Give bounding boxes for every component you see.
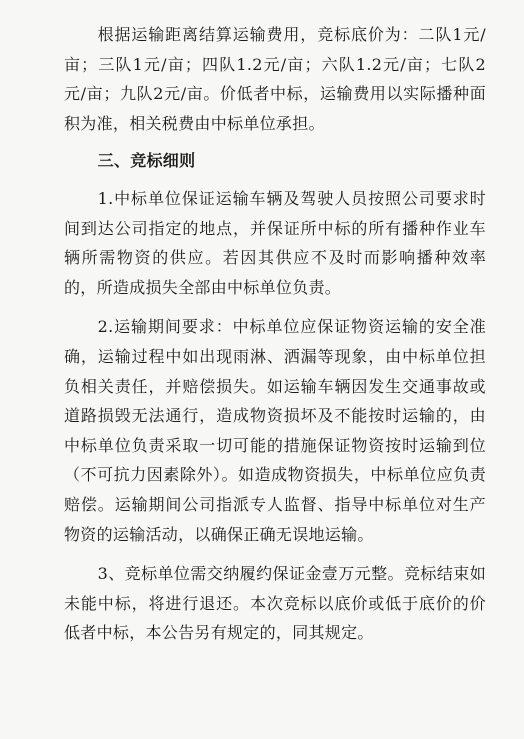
intro-paragraph: 根据运输距离结算运输费用，竞标底价为：二队1元/亩；三队1元/亩；四队1.2元/亩；六队1.2元/亩；七队2元/亩；九队2元/亩。价低者中标，运输费用以实际播种面积为准，相关税费由中标单位承担。	[64, 25, 486, 133]
clause-2-paragraph: 2.运输期间要求：中标单位应保证物资运输的安全准确，运输过程中如出现雨淋、洒漏等现象，由中标单位担负相关责任，并赔偿损失。如运输车辆因发生交通事故或道路损毁无法通行，造成物资损坏及不能按时运输的，由中标单位负责采取一切可能的措施保证物资按时运输到位（不可抗力因素除外）。如造成物资损失，中标单位应负责赔偿。运输期间公司指派专人监督、指导中标单位对生产物资的运输活动，以确保正确无误地运输。	[64, 317, 486, 544]
section-heading: 三、竞标细则	[97, 151, 196, 171]
clause-1-paragraph: 1.中标单位保证运输车辆及驾驶人员按照公司要求时间到达公司指定的地点，并保证所中标的所有播种作业车辆所需物资的供应。若因其供应不及时而影响播种效率的，所造成损失全部由中标单位负责。	[64, 188, 486, 297]
clause-3-paragraph: 3、竞标单位需交纳履约保证金壹万元整。竞标结束如未能中标，将进行退还。本次竞标以底价或低于底价的价低者中标，本公告另有规定的，同其规定。	[64, 564, 486, 643]
